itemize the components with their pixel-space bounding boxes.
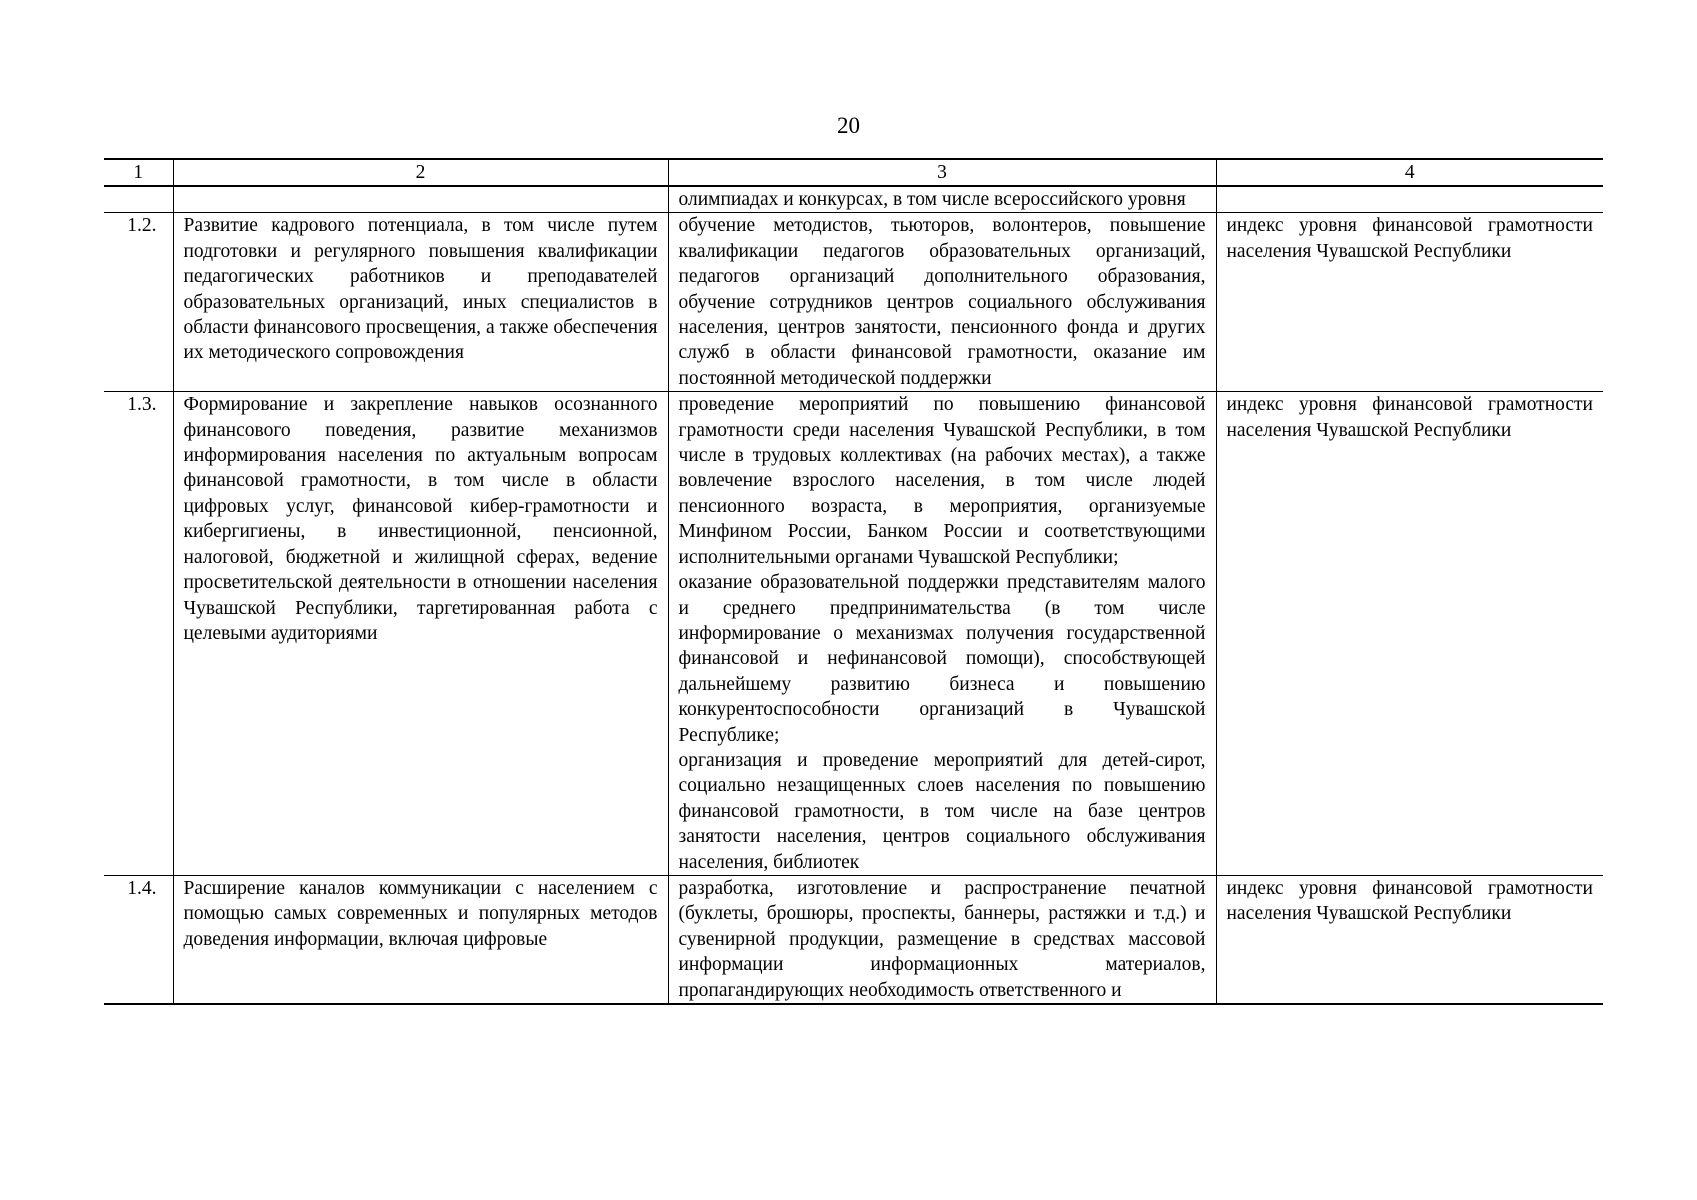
indicator-cell [1216, 186, 1603, 213]
table-header-row [104, 159, 1603, 186]
task-cell: Расширение каналов коммуникации с населением с помощью самых современных и популярных методов доведения информации, включая цифровые [173, 875, 668, 1004]
row-number: 1.2. [104, 213, 173, 392]
document-table [104, 158, 1603, 1005]
row-number: 1.3. [104, 392, 173, 876]
indicator-cell: индекс уровня финансовой грамотности населения Чувашской Республики [1216, 875, 1603, 1004]
task-cell: Формирование и закрепление навыков осознанного финансового поведения, развитие механизмов информирования населения по актуальным вопросам финансовой грамотности, в том числе в области цифровых услуг, финансовой кибер-грамотности и кибергигиены, в инвестиционной, пенсионной, налоговой, бюджетной и жилищной сферах, ведение просветительской деятельности в отношении населения Чувашской Республики, таргетированная работа с целевыми аудиториями [173, 392, 668, 876]
table-row [104, 186, 1603, 213]
row-number: 1.4. [104, 875, 173, 1004]
column-number-3: 3 [668, 159, 1216, 186]
table-row [104, 213, 1603, 392]
table-row [104, 875, 1603, 1004]
activity-cell: проведение мероприятий по повышению финансовой грамотности среди населения Чувашской Республики, в том числе в трудовых коллективах (на рабочих местах), а также вовлечение взрослого населения, в том числе людей пенсионного возраста, в мероприятия, организуемые Минфином России, Банком России и соответствующими исполнительными органами Чувашской Республики; оказание образовательной поддержки представителям малого и среднего предпринимательства (в том числе информирование о механизмах получения государственной финансовой и нефинансовой помощи), способствующей дальнейшему развитию бизнеса и повышению конкурентоспособности организаций в Чувашской Республике; организация и проведение мероприятий для детей-сирот, социально незащищенных слоев населения по повышению финансовой грамотности, в том числе на базе центров занятости населения, центров социального обслуживания населения, библиотек [668, 392, 1216, 876]
task-cell [173, 186, 668, 213]
column-number-4: 4 [1216, 159, 1603, 186]
activity-cell: олимпиадах и конкурсах, в том числе всероссийского уровня [668, 186, 1216, 213]
column-number-1: 1 [104, 159, 173, 186]
task-cell: Развитие кадрового потенциала, в том числе путем подготовки и регулярного повышения квалификации педагогических работников и преподавателей образовательных организаций, иных специалистов в области финансового просвещения, а также обеспечения их методического сопровождения [173, 213, 668, 392]
column-number-2: 2 [173, 159, 668, 186]
activity-cell: обучение методистов, тьюторов, волонтеров, повышение квалификации педагогов образовательных организаций, педагогов организаций дополнительного образования, обучение сотрудников центров социального обслуживания населения, центров занятости, пенсионного фонда и других служб в области финансовой грамотности, оказание им постоянной методической поддержки [668, 213, 1216, 392]
table-row [104, 392, 1603, 876]
row-number [104, 186, 173, 213]
activity-cell: разработка, изготовление и распространение печатной (буклеты, брошюры, проспекты, баннеры, растяжки и т.д.) и сувенирной продукции, размещение в средствах массовой информации информационных материалов, пропагандирующих необходимость ответственного и [668, 875, 1216, 1004]
page-number: 20 [837, 113, 860, 138]
indicator-cell: индекс уровня финансовой грамотности населения Чувашской Республики [1216, 392, 1603, 876]
indicator-cell: индекс уровня финансовой грамотности населения Чувашской Республики [1216, 213, 1603, 392]
